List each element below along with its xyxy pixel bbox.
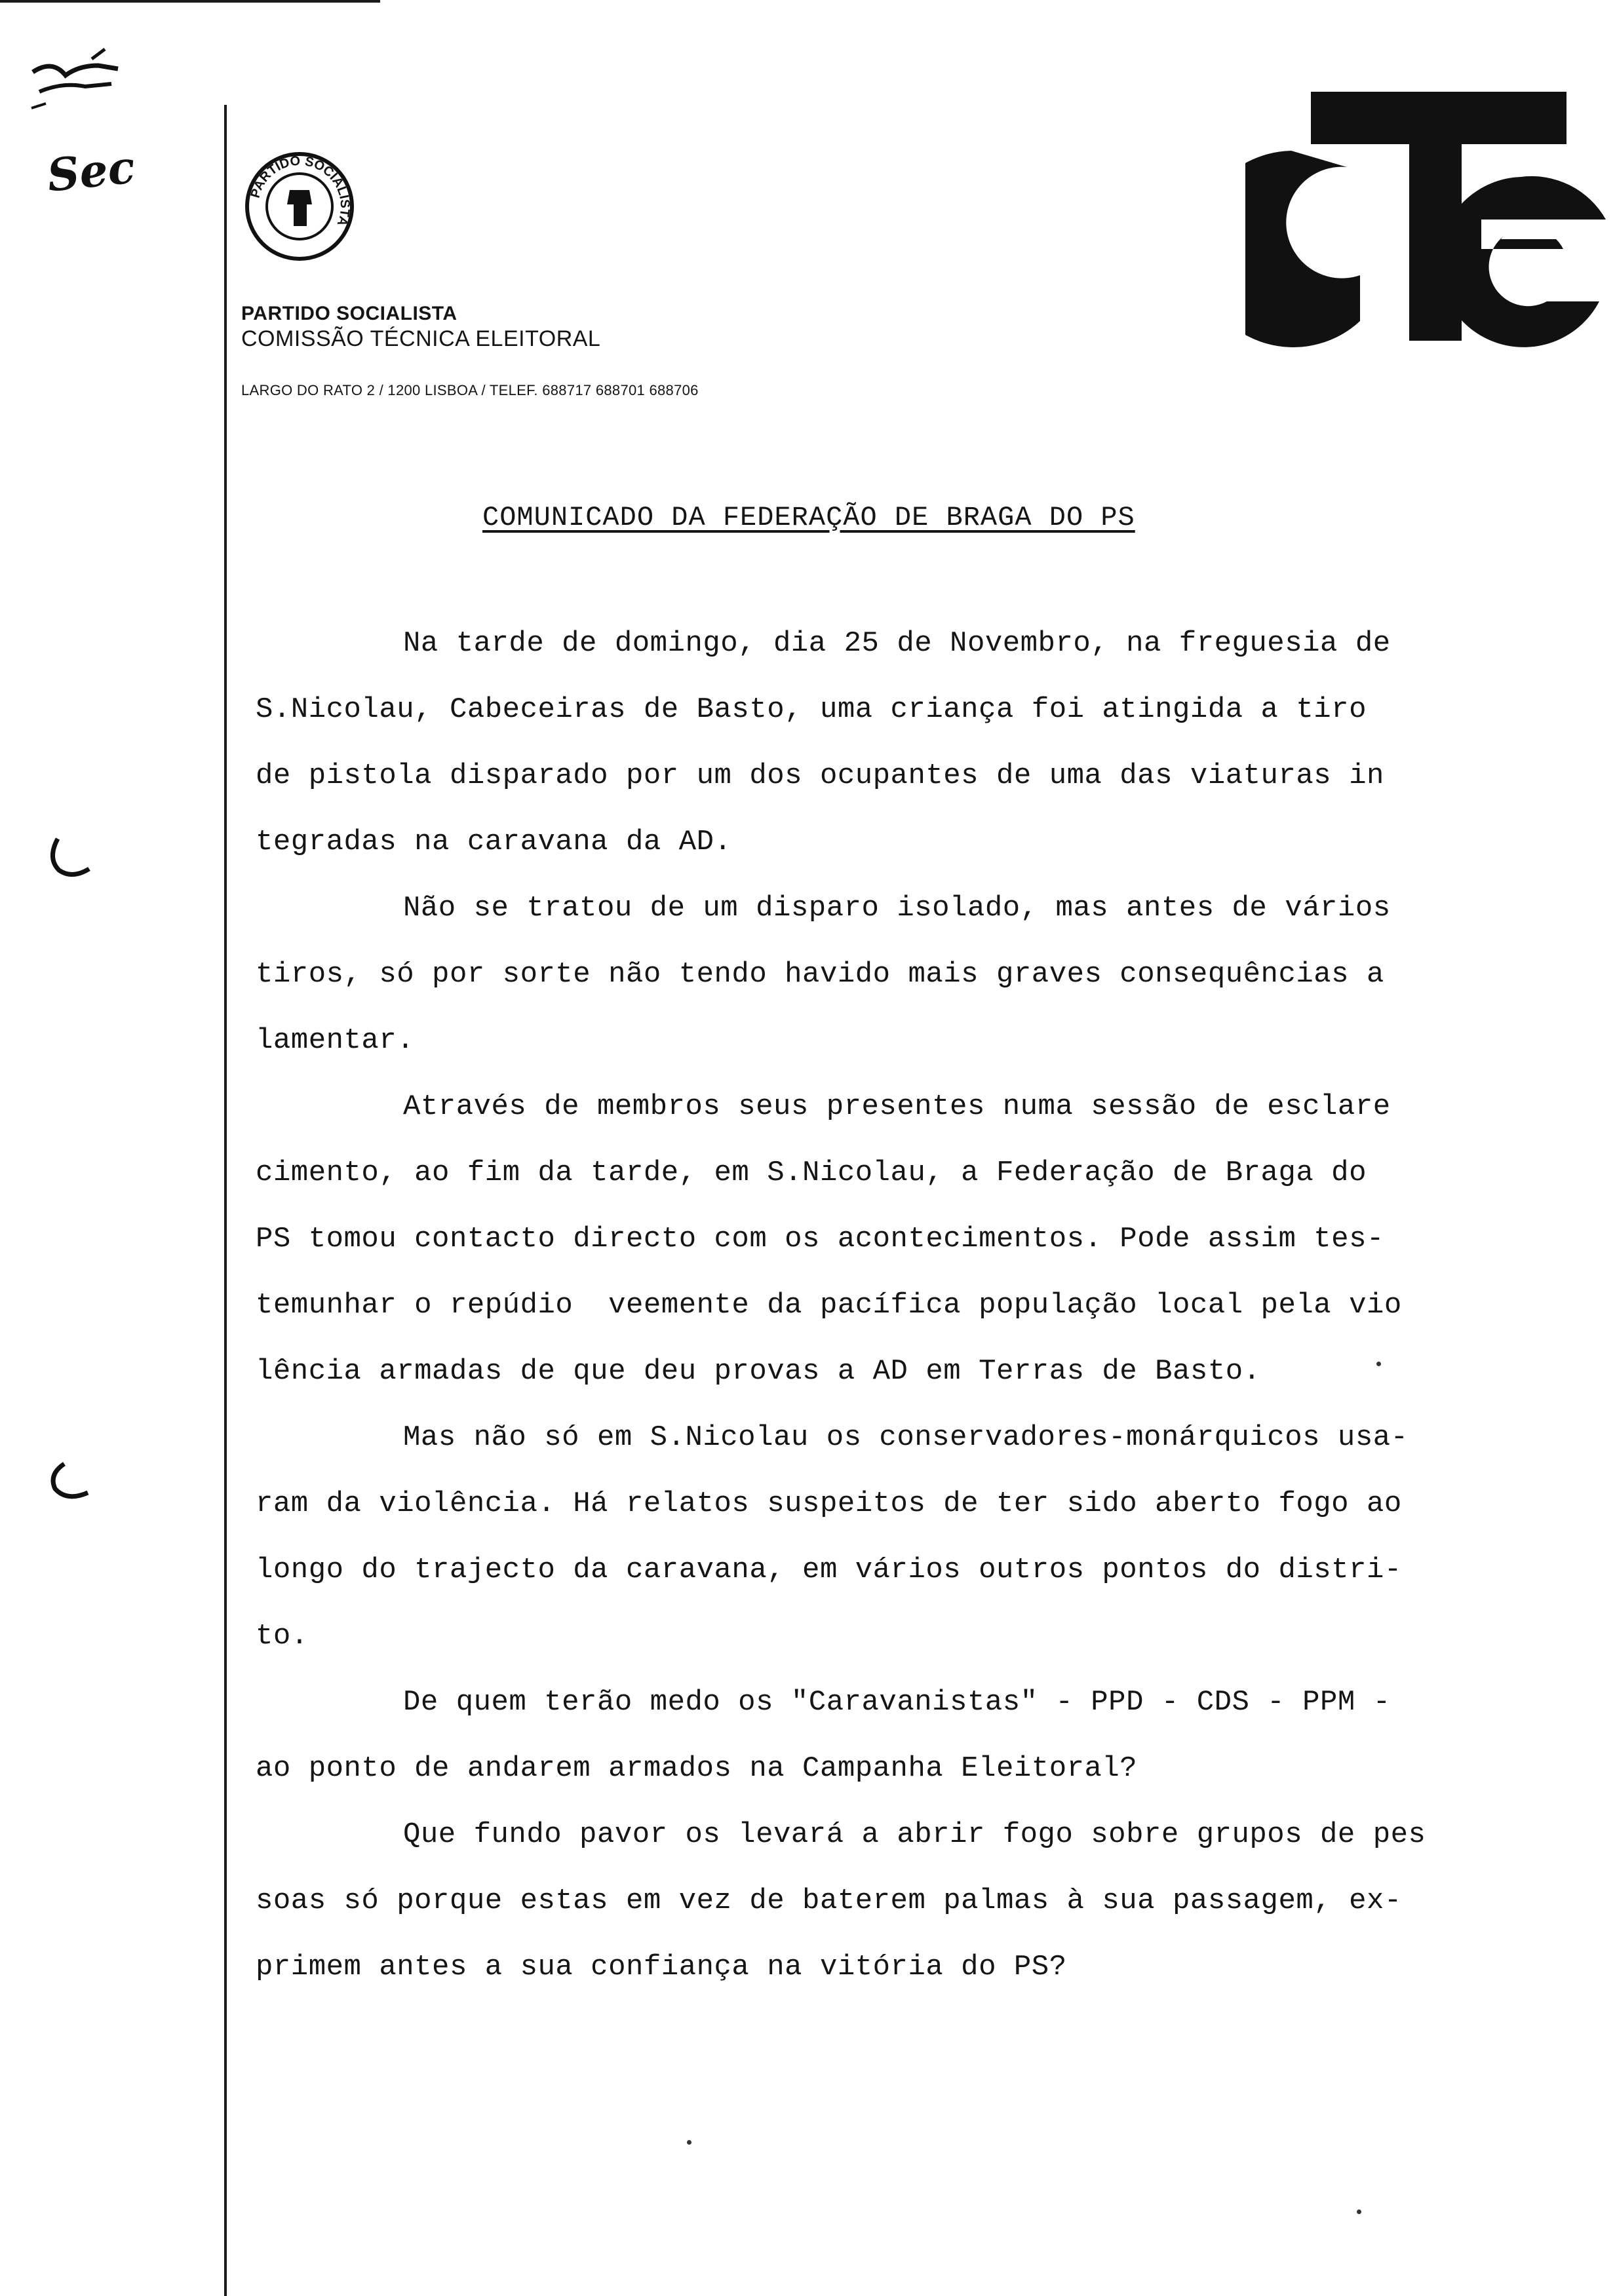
cte-logo	[1245, 85, 1612, 360]
address-line: LARGO DO RATO 2 / 1200 LISBOA / TELEF. 688717 688701 688706	[241, 382, 699, 398]
text-line: cimento, ao fim da tarde, em S.Nicolau, a Federação de Braga do	[256, 1157, 1367, 1189]
document-body	[256, 629, 1521, 2019]
handwritten-margin-note: Sec	[45, 141, 138, 202]
text-line: Que fundo pavor os levará a abrir fogo sobre grupos de pes	[403, 1818, 1426, 1851]
text-line: longo do trajecto da caravana, em vários outros pontos do distri-	[256, 1554, 1402, 1586]
department-name: COMISSÃO TÉCNICA ELEITORAL	[241, 326, 601, 351]
text-line: primem antes a sua confiança na vitória do PS?	[256, 1951, 1067, 1983]
text-line: tiros, só por sorte não tendo havido mais graves consequências a	[256, 958, 1384, 991]
text-line: de pistola disparado por um dos ocupantes de uma das viaturas in	[256, 759, 1384, 792]
text-line: temunhar o repúdio veemente da pacífica população local pela vio	[256, 1289, 1402, 1322]
text-line: lamentar.	[256, 1024, 415, 1057]
letterhead	[241, 303, 699, 399]
text-line: to.	[256, 1620, 309, 1653]
text-line: Não se tratou de um disparo isolado, mas antes de vários	[403, 892, 1391, 925]
text-line: ao ponto de andarem armados na Campanha Eleitoral?	[256, 1752, 1138, 1785]
top-edge-line	[0, 0, 380, 3]
document-title: COMUNICADO DA FEDERAÇÃO DE BRAGA DO PS	[482, 502, 1135, 533]
punch-hole-mark	[46, 832, 98, 885]
margin-rule	[224, 105, 227, 2296]
text-line: lência armadas de que deu provas a AD em Terras de Basto.	[256, 1355, 1261, 1388]
speck	[687, 2140, 691, 2145]
text-line: De quem terão medo os "Caravanistas" - PPD - CDS - PPM -	[403, 1686, 1391, 1719]
text-line: ram da violência. Há relatos suspeitos de ter sido aberto fogo ao	[256, 1487, 1402, 1520]
punch-hole-mark	[46, 1455, 98, 1507]
org-name: PARTIDO SOCIALISTA	[241, 303, 457, 324]
text-line: PS tomou contacto directo com os acontecimentos. Pode assim tes-	[256, 1223, 1384, 1255]
text-line: S.Nicolau, Cabeceiras de Basto, uma criança foi atingida a tiro	[256, 693, 1367, 726]
text-line: soas só porque estas em vez de baterem palmas à sua passagem, ex-	[256, 1885, 1402, 1917]
speck	[1376, 1362, 1381, 1366]
handwritten-scribble	[26, 46, 125, 118]
text-line: tegradas na caravana da AD.	[256, 826, 732, 858]
text-line: Na tarde de domingo, dia 25 de Novembro, na freguesia de	[403, 627, 1391, 660]
text-line: Mas não só em S.Nicolau os conservadores-monárquicos usa-	[403, 1421, 1409, 1454]
speck	[1357, 2210, 1361, 2214]
svg-text:PARTIDO SOCIALISTA: PARTIDO SOCIALISTA	[248, 153, 353, 228]
party-seal-logo	[244, 151, 355, 262]
text-line: Através de membros seus presentes numa sessão de esclare	[403, 1090, 1391, 1123]
